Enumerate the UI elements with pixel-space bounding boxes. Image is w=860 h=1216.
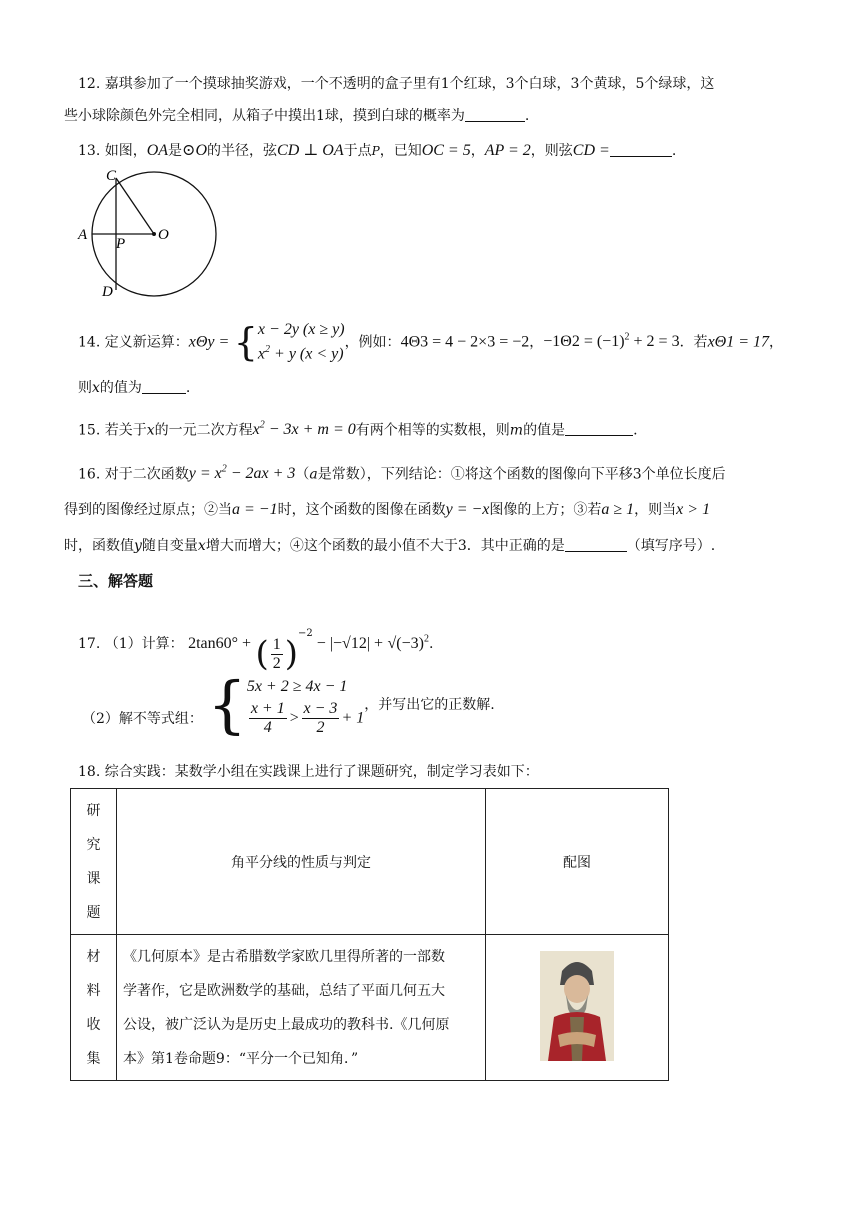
q17-expr-a: 2tan60° + xyxy=(188,635,252,652)
q15-number: 15. xyxy=(78,422,101,439)
q16-text: 随自变量 xyxy=(141,538,198,554)
euclid-portrait-image xyxy=(540,951,614,1061)
q16-text: 时，这个函数的图像在函数 xyxy=(277,502,446,518)
q14-case2: $x^2 + y$ (x < y) xyxy=(257,344,344,363)
q15-text: 的值是 xyxy=(523,422,566,439)
q15-m: m xyxy=(509,422,524,439)
q13-cd: CD = xyxy=(572,142,610,159)
q17-part2-label: （2）解不等式组： xyxy=(82,711,203,727)
material-line: 《几何原本》是古希腊数学家欧几里得所著的一部数 xyxy=(123,948,445,965)
table-row-topic xyxy=(71,789,669,935)
q14-number: 14. xyxy=(78,334,101,351)
q14-case1: x − 2y (x ≥ y) xyxy=(257,321,345,339)
row-label-material: 材 料 收 集 xyxy=(71,935,117,1081)
segment-oc xyxy=(116,178,154,234)
q12-answer-blank[interactable] xyxy=(465,107,525,122)
row-label-topic: 研 究 课 题 xyxy=(71,789,117,935)
q16-text: 得到的图像经过原点；②当 xyxy=(64,502,232,518)
study-table xyxy=(70,788,669,1081)
q16-text: ，则当 xyxy=(634,502,677,518)
center-point xyxy=(152,232,156,236)
material-line: 学著作，它是欧洲数学的基础，总结了平面几何五大 xyxy=(123,982,445,999)
material-cell xyxy=(117,935,486,1081)
q16-text: 是常数），下列结论：①将这个函数的图像向下平移3个单位长度后 xyxy=(317,466,726,483)
q16-text: 增大而增大；④这个函数的最小值不大于3．其中正确的是 xyxy=(205,538,565,554)
q18-number: 18. xyxy=(78,764,101,780)
q14-x: x xyxy=(92,380,100,396)
q14-text: 则 xyxy=(78,380,92,396)
q12-text-2: 些小球除颜色外完全相同，从箱子中摸出1球，摸到白球的概率为 xyxy=(64,108,465,124)
q16-x-gt: x > 1 xyxy=(676,501,711,518)
q13-number: 13. xyxy=(78,143,101,159)
q15-answer-blank[interactable] xyxy=(565,421,633,436)
q16-text: 对于二次函数 xyxy=(104,466,189,483)
q15-text: 有两个相等的实数根，则 xyxy=(355,422,510,439)
q15-text: 若关于 xyxy=(104,422,147,439)
q15-equation: $x^2 - 3x + m = 0$ xyxy=(252,420,356,439)
q13-circle: ⊙O xyxy=(182,142,208,159)
material-line: 本》第1卷命题9：“平分一个已知角．” xyxy=(123,1050,359,1067)
q16-a: a xyxy=(309,466,318,483)
q13-text: 是 xyxy=(168,143,183,159)
label-c: C xyxy=(106,168,117,184)
q13-text: 的半径，弦 xyxy=(207,143,278,159)
table-row-material xyxy=(71,935,669,1081)
q13-end: . xyxy=(671,143,677,159)
q16-text: （ xyxy=(295,466,310,483)
label-d: D xyxy=(102,284,113,300)
q16-line3 xyxy=(64,536,715,556)
q14-text: ，例如： xyxy=(344,334,401,351)
label-p: P xyxy=(116,236,126,252)
q12-number: 12. xyxy=(78,76,101,92)
q17-paren-frac: ( $\frac{1}{2}$ )$^{-2}$ xyxy=(255,628,313,674)
q16-a-eq: a = −1 xyxy=(232,501,278,518)
q14-line1 xyxy=(78,320,783,364)
section-heading: 三、解答题 xyxy=(78,572,154,590)
q17-expr-b: − |−√12| + xyxy=(312,635,384,652)
q15-text: 的一元二次方程 xyxy=(154,422,253,439)
q17-inequality-2: $\frac{x + 1}{4}$ > $\frac{x - 3}{2}$ + 1 xyxy=(250,699,365,736)
q14-condition: xΘ1 = 17 xyxy=(707,333,770,351)
q16-text: （填写序号）. xyxy=(626,538,716,554)
q18-intro-line xyxy=(78,762,539,782)
q15-x: x xyxy=(146,422,155,439)
q16-a-ge: a ≥ 1 xyxy=(601,501,635,518)
label-a: A xyxy=(78,227,88,243)
q12-text: 嘉琪参加了一个摸球抽奖游戏，一个不透明的盒子里有1个红球，3个白球，3个黄球，5个绿球，这 xyxy=(104,76,715,92)
q17-part2-tail: ，并写出它的正数解. xyxy=(364,697,495,713)
q16-y-eq: y = −x xyxy=(445,501,490,518)
q14-line2 xyxy=(78,378,190,398)
q16-text: 图像的上方；③若 xyxy=(489,502,602,518)
q13-point-p: P xyxy=(371,144,380,158)
q16-number: 16. xyxy=(78,466,101,483)
q17-part1 xyxy=(78,614,433,674)
q14-answer-blank[interactable] xyxy=(142,379,186,394)
q14-example1: 4Θ3 = 4 − 2×3 = −2 xyxy=(400,333,530,351)
q14-lhs: xΘy = xyxy=(188,333,230,351)
label-o: O xyxy=(158,227,169,243)
q17-end: . xyxy=(428,636,434,652)
q14-end: . xyxy=(185,380,191,396)
q17-inequality-system: { 5x + 2 ≥ 4x − 1 $\frac{x + 1}{4}$ > $\frac{x - 3}{2}$ + 1 xyxy=(207,668,365,741)
q13-text: 如图， xyxy=(104,143,147,159)
q16-x: x xyxy=(197,538,206,554)
q12-end: . xyxy=(524,108,530,124)
q17-part1-label: （1）计算： xyxy=(104,636,184,652)
q16-answer-blank[interactable] xyxy=(565,537,627,552)
q13-text: 于点 xyxy=(343,143,372,159)
q17-part2 xyxy=(82,670,495,750)
material-line: 公设，被广泛认为是历史上最成功的教科书.《几何原 xyxy=(123,1016,450,1033)
q13-text: ，则弦 xyxy=(530,143,573,159)
q12-line1 xyxy=(78,74,714,94)
q17-inequality-1: 5x + 2 ≥ 4x − 1 xyxy=(246,677,348,695)
q15-end: . xyxy=(633,422,638,439)
q17-number: 17. xyxy=(78,636,101,652)
q13-answer-blank[interactable] xyxy=(610,142,672,157)
q13-ap: AP = 2 xyxy=(484,142,531,159)
q13-oa: OA xyxy=(146,142,169,159)
portrait-cell xyxy=(486,935,669,1081)
q14-example2: $-1\Theta 2 = (-1)^2 + 2 = 3$ xyxy=(543,332,680,351)
q12-line2 xyxy=(64,106,529,126)
q14-text: ， xyxy=(529,334,544,351)
q13-circle-figure xyxy=(72,166,222,300)
q14-text: 的值为 xyxy=(99,380,142,396)
figure-header-cell: 配图 xyxy=(486,789,669,935)
q17-sqrt-term: $√(-3)^2$ xyxy=(387,633,429,652)
q13-text: ， xyxy=(470,143,485,159)
q16-line2 xyxy=(64,500,710,520)
q16-y: y xyxy=(134,538,142,554)
topic-cell: 角平分线的性质与判定 xyxy=(117,789,486,935)
q14-text: ．若 xyxy=(679,334,708,351)
q15-line xyxy=(78,416,638,440)
q13-text: ，已知 xyxy=(379,143,422,159)
q14-text: ， xyxy=(769,334,784,351)
q14-text: 定义新运算： xyxy=(104,334,189,351)
q13-line xyxy=(78,141,676,161)
q18-intro: 综合实践：某数学小组在实践课上进行了课题研究，制定学习表如下： xyxy=(104,764,539,780)
q14-piecewise: { x − 2y (x ≥ y) $x^2 + y$ (x < y) xyxy=(233,320,345,365)
q16-function: $y = x^2 - 2ax + 3$ xyxy=(188,464,296,483)
q16-text: 时，函数值 xyxy=(64,538,134,554)
q13-perp: CD ⊥ OA xyxy=(277,142,344,159)
q13-oc: OC = 5 xyxy=(421,142,471,159)
q16-line1 xyxy=(78,460,726,484)
